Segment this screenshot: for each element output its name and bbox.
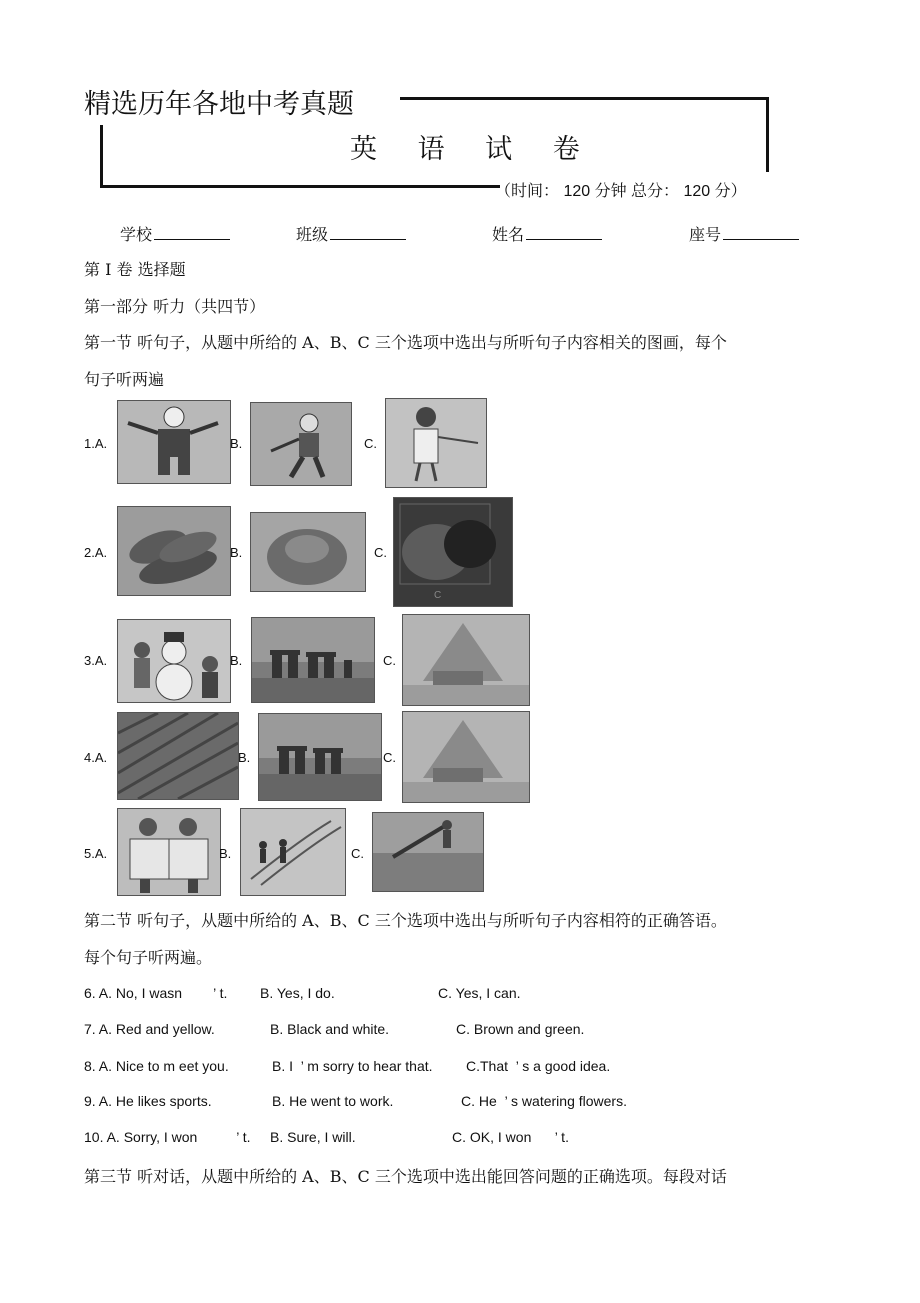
- q3-image-a[interactable]: [117, 619, 231, 703]
- q8-option-a[interactable]: 8. A. Nice to m eet you.: [84, 1058, 229, 1074]
- q3-label-a: 3.A.: [84, 653, 108, 668]
- banner-title: 精选历年各地中考真题: [84, 89, 354, 120]
- field-school-blank[interactable]: [154, 225, 230, 240]
- q7-option-c[interactable]: C. Brown and green.: [456, 1021, 585, 1037]
- field-class-blank[interactable]: [330, 225, 406, 240]
- field-school[interactable]: [120, 222, 230, 245]
- q7-option-b[interactable]: B. Black and white.: [270, 1021, 390, 1037]
- field-name[interactable]: [492, 222, 602, 245]
- q4-image-b[interactable]: [258, 713, 382, 801]
- q2-image-c-letter: C: [434, 590, 442, 601]
- q1-label-c: C.: [364, 436, 377, 451]
- q6-option-c[interactable]: C. Yes, I can.: [438, 985, 521, 1001]
- q5-image-c[interactable]: [372, 812, 484, 892]
- q5-label-c: C.: [351, 846, 364, 861]
- field-class-label: 班级: [296, 225, 329, 244]
- header-left-rule: [100, 125, 103, 187]
- header-bottom-rule: [100, 185, 500, 188]
- q4-label-c: C.: [383, 750, 396, 765]
- q10-option-a[interactable]: 10. A. Sorry, I won ’ t.: [84, 1129, 251, 1145]
- q1-label-a: 1.A.: [84, 436, 108, 451]
- q5-label-b: B.: [219, 846, 232, 861]
- q6-option-b[interactable]: B. Yes, I do.: [260, 985, 335, 1001]
- field-name-blank[interactable]: [526, 225, 602, 240]
- q9-option-b[interactable]: B. He went to work.: [272, 1093, 394, 1109]
- part-title: 第一部分 听力（共四节）: [84, 297, 266, 316]
- q5-label-a: 5.A.: [84, 846, 108, 861]
- q4-label-a: 4.A.: [84, 750, 108, 765]
- field-seat-blank[interactable]: [723, 225, 799, 240]
- time-info: （时间： 120 分钟 总分： 120 分）: [495, 183, 747, 200]
- q5-image-b[interactable]: [240, 808, 346, 896]
- field-school-label: 学校: [120, 225, 153, 244]
- q3-label-c: C.: [383, 653, 396, 668]
- q4-image-c[interactable]: [402, 711, 530, 803]
- q3-label-b: B.: [230, 653, 243, 668]
- q2-image-a[interactable]: [117, 506, 231, 596]
- field-name-label: 姓名: [492, 225, 525, 244]
- header-top-rule: [400, 97, 769, 100]
- exam-title: 英 语 试 卷: [350, 134, 586, 165]
- q2-label-b: B.: [230, 545, 243, 560]
- q2-label-c: C.: [374, 545, 387, 560]
- q1-image-a[interactable]: [117, 400, 231, 484]
- section1-instruction-line2: 句子听两遍: [84, 370, 165, 389]
- q3-image-c[interactable]: [402, 614, 530, 706]
- q3-image-b[interactable]: [251, 617, 375, 703]
- q7-option-a[interactable]: 7. A. Red and yellow.: [84, 1021, 215, 1037]
- q2-image-c[interactable]: [393, 497, 513, 607]
- q1-label-b: B.: [230, 436, 243, 451]
- q9-option-c[interactable]: C. He ’ s watering flowers.: [461, 1093, 627, 1109]
- q2-image-b[interactable]: [250, 512, 366, 592]
- field-seat-label: 座号: [689, 225, 722, 244]
- section2-instruction-line1: 第二节 听句子，从题中所给的 A、B、C 三个选项中选出与所听句子内容相符的正确答语。: [84, 911, 727, 930]
- q8-option-c[interactable]: C.That ’ s a good idea.: [466, 1058, 611, 1074]
- q9-option-a[interactable]: 9. A. He likes sports.: [84, 1093, 212, 1109]
- field-seat[interactable]: [689, 222, 799, 245]
- q1-image-b[interactable]: [250, 402, 352, 486]
- q4-image-a[interactable]: [117, 712, 239, 800]
- volume-title: 第 I 卷 选择题: [84, 260, 186, 279]
- header-right-rule: [766, 97, 769, 172]
- q2-label-a: 2.A.: [84, 545, 108, 560]
- q5-image-a[interactable]: [117, 808, 221, 896]
- section1-instruction-line1: 第一节 听句子，从题中所给的 A、B、C 三个选项中选出与所听句子内容相关的图画，每个: [84, 333, 727, 352]
- q4-label-b: B.: [238, 750, 251, 765]
- q10-option-b[interactable]: B. Sure, I will.: [270, 1129, 356, 1145]
- section2-instruction-line2: 每个句子听两遍。: [84, 948, 213, 967]
- q6-option-a[interactable]: 6. A. No, I wasn ’ t.: [84, 985, 228, 1001]
- field-class[interactable]: [296, 222, 406, 245]
- section3-instruction-line1: 第三节 听对话，从题中所给的 A、B、C 三个选项中选出能回答问题的正确选项。每段对话: [84, 1167, 727, 1186]
- q1-image-c[interactable]: [385, 398, 487, 488]
- q8-option-b[interactable]: B. I ’ m sorry to hear that.: [272, 1058, 433, 1074]
- q10-option-c[interactable]: C. OK, I won ’ t.: [452, 1129, 569, 1145]
